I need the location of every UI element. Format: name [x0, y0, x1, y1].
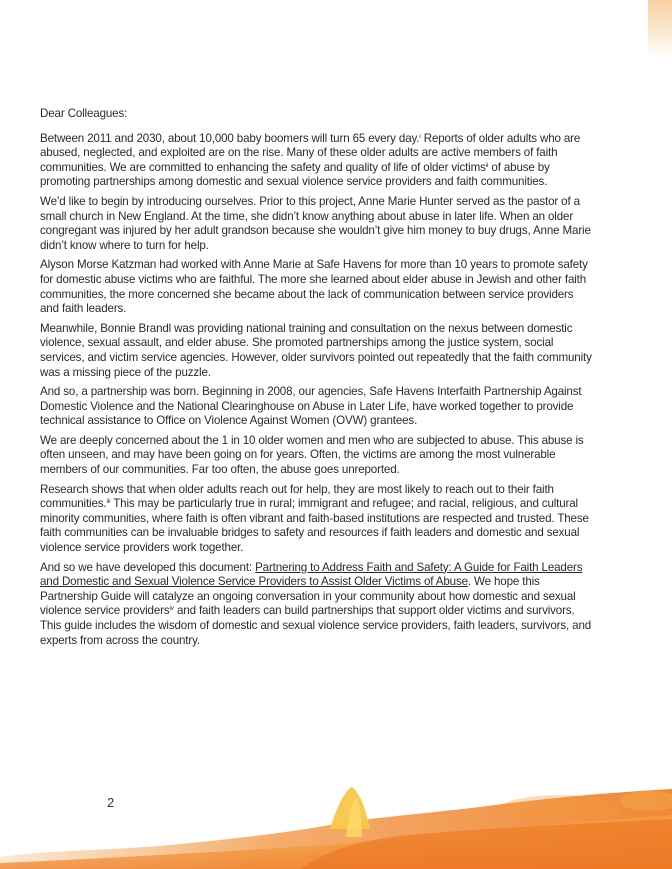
endnote-i: i [419, 132, 421, 140]
letter-body [40, 107, 592, 653]
salutation: Dear Colleagues: [40, 107, 128, 120]
p8-text-b: . We hope this Partnership Guide will catalyze an ongoing conversation in your community about how domestic and sexual violence service providers [40, 575, 576, 618]
paragraph-4: Meanwhile, Bonnie Brandl was providing national training and consultation on the nexus between domestic violence, sexual assault, and elder abuse. She promoted partnerships among the justice system, social services, and victim service agencies. However, older survivors pointed out repeatedly that the faith community was a missing piece of the puzzle. [40, 321, 592, 379]
p8-text-c: and faith leaders can build partnerships that support older victims and survivors. This guide includes the wisdom of domestic and sexual violence service providers, faith leaders, survivors, and experts from across the country. [40, 604, 592, 647]
page-number: 2 [107, 795, 115, 810]
endnote-ii: ii [485, 161, 489, 169]
paragraph-2: We’d like to begin by introducing ourselves. Prior to this project, Anne Marie Hunter served as the pastor of a small church in New England. At the time, she didn’t know anything about abuse in later life. When an older congregant was injured by her adult grandson because she wouldn’t give him money to buy drugs, Anne Marie didn’t know where to turn for help. [40, 194, 591, 252]
p1-text-c: of abuse by promoting partnerships among domestic and sexual violence service providers and faith communities. [40, 160, 550, 189]
paragraph-6: We are deeply concerned about the 1 in 10 older women and men who are subjected to abuse. This abuse is often unseen, and may have been going on for years. Often, the victims are among the most vulnerable members of our communities. Far too often, the abuse goes unreported. [40, 433, 584, 477]
p1-text-a: Between 2011 and 2030, about 10,000 baby boomers will turn 65 every day. [40, 131, 420, 145]
endnote-iv: iv [169, 605, 174, 613]
watercolor-footer [0, 779, 672, 869]
p7-text-b: This may be particularly true in rural; immigrant and refugee; and racial, religious, and cultural minority communities, where faith is often vibrant and faith-based institutions are respected and trusted. These faith communities can be invaluable bridges to safety and resources if faith leaders and domestic and sexual violence service providers work together. [40, 497, 589, 555]
p8-text-a: And so we have developed this document: [40, 560, 256, 574]
endnote-iii: iii [106, 498, 111, 506]
wash-bloom-right [500, 795, 620, 823]
watercolor-accent-top [648, 0, 672, 60]
guide-title: Partnering to Address Faith and Safety: A Guide for Faith Leaders and Domestic and Sexual Violence Service Providers to Assist Older Victims of Abuse [40, 560, 583, 589]
paragraph-7 [40, 483, 592, 556]
paragraph-8 [40, 561, 592, 649]
p1-text-b: Reports of older adults who are abused, neglected, and exploited are on the rise. Many of these older adults are active members of faith communities. We are committed to enhancing the safety and quality of life of older victims [40, 131, 581, 174]
p7-text-a: Research shows that when older adults reach out for help, they are most likely to reach out to their faith communities. [40, 482, 554, 511]
paragraph-1 [40, 132, 592, 190]
paragraph-3: Alyson Morse Katzman had worked with Anne Marie at Safe Havens for more than 10 years to promote safety for domestic abuse victims who are faithful. The more she learned about elder abuse in Jewish and other faith communities, the more concerned she became about the lack of communication between service providers and faith leaders. [40, 258, 588, 316]
paragraph-5: And so, a partnership was born. Beginning in 2008, our agencies, Safe Havens Interfaith Partnership Against Domestic Violence and the National Clearinghouse on Abuse in Later Life, have worked together to provide technical assistance to Office on Violence Against Women (OVW) grantees. [40, 385, 582, 428]
